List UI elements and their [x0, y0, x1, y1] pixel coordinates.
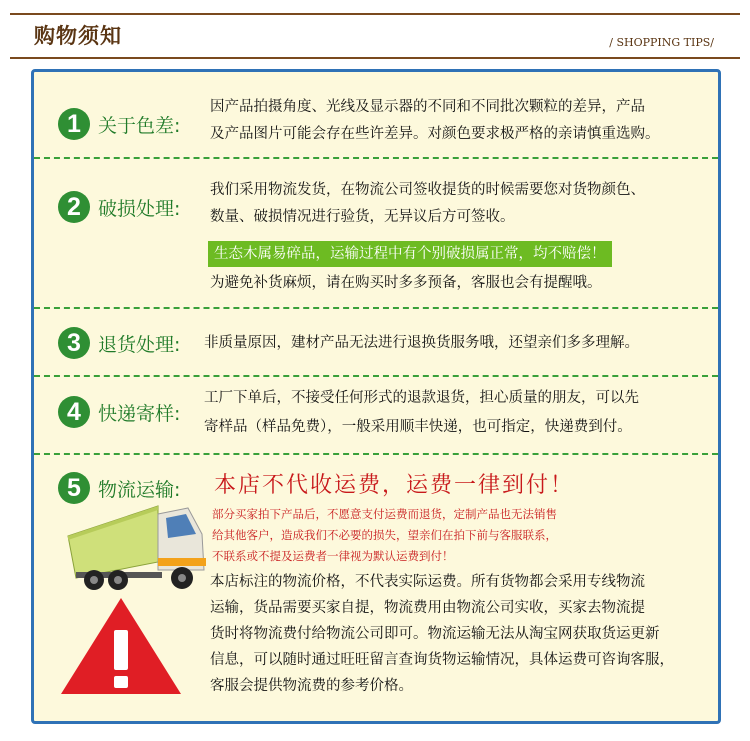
- truck-icon: [62, 500, 212, 596]
- top-rule: [10, 13, 740, 15]
- warning-icon: [59, 596, 183, 696]
- section-text: 货时将物流费付给物流公司即可。物流运输无法从淘宝网获取货运更新: [210, 626, 660, 642]
- section-label-sample: 快递寄样:: [98, 403, 181, 425]
- section-label-color: 关于色差:: [98, 115, 181, 137]
- tips-panel: [31, 69, 721, 724]
- section-text: 客服会提供物流费的参考价格。: [210, 678, 413, 694]
- dashed-divider: [34, 453, 718, 455]
- dashed-divider: [34, 375, 718, 377]
- section-text: 寄样品（样品免费），一般采用顺丰快递，也可指定，快递费到付。: [204, 419, 632, 435]
- section-text: 运输，货品需要买家自提，物流费用由物流公司实收，买家去物流提: [210, 600, 645, 616]
- section-label-damage: 破损处理:: [98, 198, 181, 220]
- shipping-warning-title: 本店不代收运费，运费一律到付！: [214, 473, 575, 498]
- page-subtitle: / SHOPPING TIPS/: [609, 36, 714, 49]
- number-1-icon: 1: [58, 108, 90, 140]
- section-text: 信息，可以随时通过旺旺留言查询货物运输情况，具体运费可咨询客服，: [210, 652, 674, 668]
- dashed-divider: [34, 307, 718, 309]
- section-text: 因产品拍摄角度、光线及显示器的不同和不同批次颗粒的差异，产品: [210, 99, 645, 115]
- page-title: 购物须知: [34, 24, 122, 48]
- number-5-icon: 5: [58, 472, 90, 504]
- number-3-icon: 3: [58, 327, 90, 359]
- number-2-icon: 2: [58, 191, 90, 223]
- section-text: 我们采用物流发货，在物流公司签收提货的时候需要您对货物颜色、: [210, 182, 645, 198]
- number-4-icon: 4: [58, 396, 90, 428]
- section-text: 及产品图片可能会存在些许差异。对颜色要求极严格的亲请慎重选购。: [210, 126, 660, 142]
- section-text: 为避免补货麻烦，请在购买时多多预备，客服也会有提醒哦。: [210, 275, 602, 291]
- section-label-return: 退货处理:: [98, 334, 181, 356]
- header-divider: [10, 57, 740, 59]
- shipping-note: 不联系或不提及运费者一律视为默认运费到付！: [212, 549, 454, 563]
- dashed-divider: [34, 157, 718, 159]
- shipping-note: 给其他客户，造成我们不必要的损失，望亲们在拍下前与客服联系，: [212, 528, 557, 542]
- section-text: 本店标注的物流价格，不代表实际运费。所有货物都会采用专线物流: [210, 574, 645, 590]
- shipping-note: 部分买家拍下产品后，不愿意支付运费而退货，定制产品也无法销售: [212, 507, 557, 521]
- section-text: 非质量原因，建材产品无法进行退换货服务哦，还望亲们多多理解。: [204, 335, 639, 351]
- section-text: 工厂下单后，不接受任何形式的退款退货，担心质量的朋友，可以先: [204, 390, 639, 406]
- highlight-notice: 生态木属易碎品，运输过程中有个别破损属正常，均不赔偿！: [208, 241, 612, 267]
- section-text: 数量、破损情况进行验货，无异议后方可签收。: [210, 209, 515, 225]
- section-label-shipping: 物流运输:: [98, 479, 181, 501]
